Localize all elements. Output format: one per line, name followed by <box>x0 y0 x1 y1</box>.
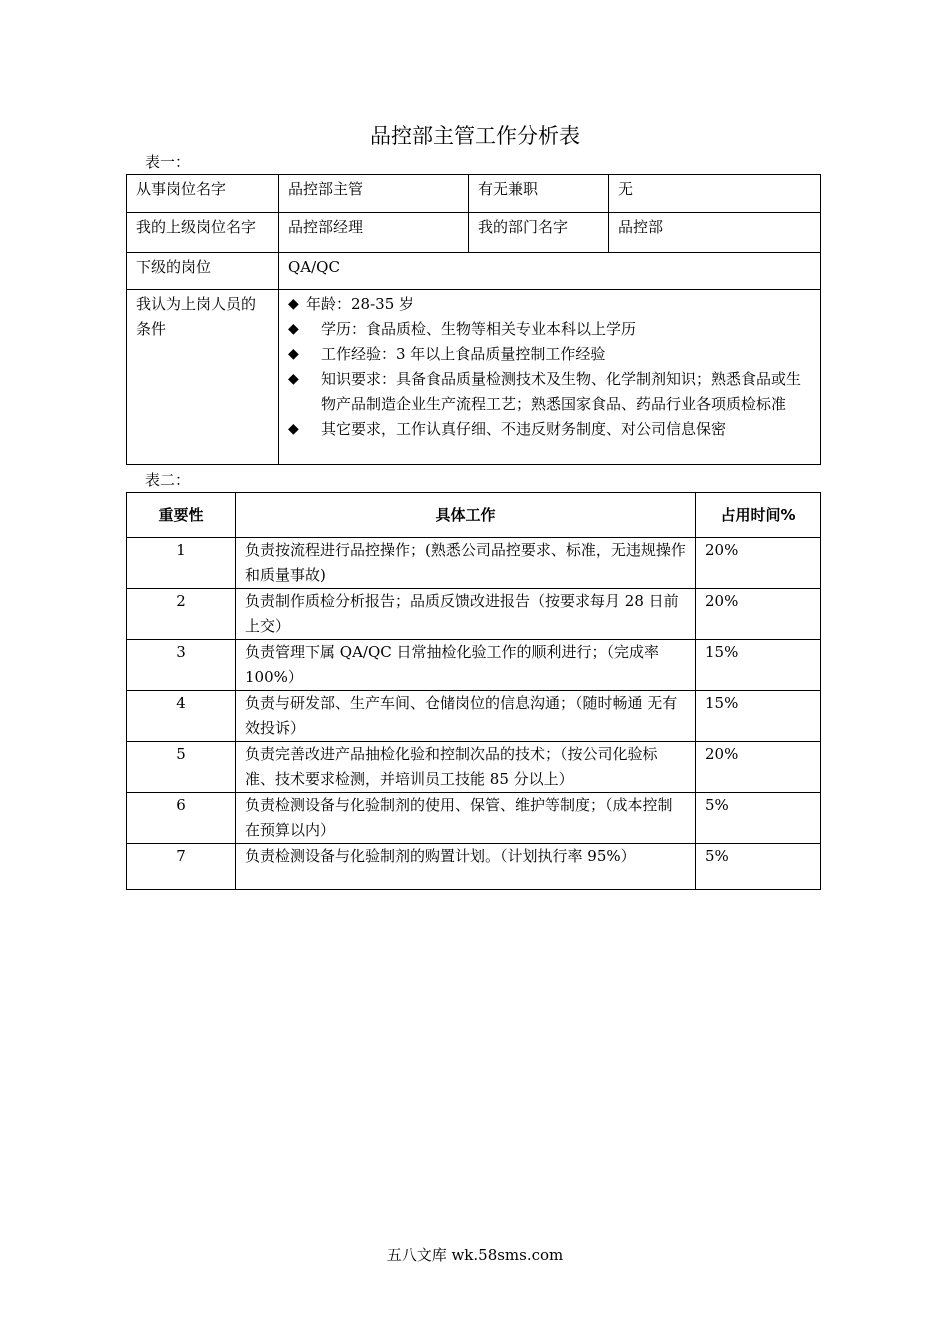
table-header-row <box>127 493 821 538</box>
task-table <box>126 492 821 890</box>
column-header: 占用时间% <box>696 493 821 538</box>
task-cell: 负责制作质检分析报告；品质反馈改进报告（按要求每月 28 日前上交） <box>236 589 696 640</box>
table-row <box>127 640 821 691</box>
requirement-item: ◆ 年龄：28-35 岁 <box>288 292 812 317</box>
time-cell: 15% <box>696 640 821 691</box>
table-row <box>127 691 821 742</box>
task-cell: 负责检测设备与化验制剂的使用、保管、维护等制度；（成本控制在预算以内） <box>236 793 696 844</box>
requirement-item: ◆ 其它要求，工作认真仔细、不违反财务制度、对公司信息保密 <box>288 417 812 442</box>
field-label: 我认为上岗人员的条件 <box>127 290 279 465</box>
table-row <box>127 742 821 793</box>
time-cell: 20% <box>696 589 821 640</box>
rank-cell: 1 <box>127 538 236 589</box>
time-cell: 20% <box>696 742 821 793</box>
field-value: QA/QC <box>279 253 821 290</box>
task-cell: 负责检测设备与化验制剂的购置计划。（计划执行率 95%） <box>236 844 696 890</box>
table-row <box>127 538 821 589</box>
requirement-item: ◆ 工作经验：3 年以上食品质量控制工作经验 <box>288 342 812 367</box>
table-row <box>127 253 821 290</box>
field-value: 品控部 <box>609 213 821 253</box>
table-row <box>127 793 821 844</box>
rank-cell: 2 <box>127 589 236 640</box>
field-value: 无 <box>609 175 821 213</box>
field-label: 从事岗位名字 <box>127 175 279 213</box>
table-row <box>127 844 821 890</box>
table-row <box>127 290 821 465</box>
task-cell: 负责管理下属 QA/QC 日常抽检化验工作的顺利进行；（完成率 100%） <box>236 640 696 691</box>
time-cell: 5% <box>696 844 821 890</box>
rank-cell: 5 <box>127 742 236 793</box>
table2-label: 表二： <box>145 471 191 489</box>
field-label: 我的上级岗位名字 <box>127 213 279 253</box>
requirements-list <box>288 292 812 442</box>
time-cell: 20% <box>696 538 821 589</box>
requirement-item: ◆ 知识要求：具备食品质量检测技术及生物、化学制剂知识；熟悉食品或生物产品制造企业生产流程工艺；熟悉国家食品、药品行业各项质检标准 <box>288 367 812 417</box>
rank-cell: 4 <box>127 691 236 742</box>
field-value: 品控部主管 <box>279 175 469 213</box>
column-header: 重要性 <box>127 493 236 538</box>
requirement-item: ◆ 学历：食品质检、生物等相关专业本科以上学历 <box>288 317 812 342</box>
task-cell: 负责完善改进产品抽检化验和控制次品的技术；（按公司化验标准、技术要求检测，并培训员工技能 85 分以上） <box>236 742 696 793</box>
task-cell: 负责按流程进行品控操作；(熟悉公司品控要求、标准，无违规操作和质量事故) <box>236 538 696 589</box>
table-row <box>127 213 821 253</box>
table-row <box>127 175 821 213</box>
time-cell: 15% <box>696 691 821 742</box>
table-row <box>127 589 821 640</box>
rank-cell: 6 <box>127 793 236 844</box>
rank-cell: 3 <box>127 640 236 691</box>
field-value: 品控部经理 <box>279 213 469 253</box>
position-info-table <box>126 174 821 465</box>
task-cell: 负责与研发部、生产车间、仓储岗位的信息沟通；（随时畅通 无有效投诉） <box>236 691 696 742</box>
footer-watermark: 五八文库 wk.58sms.com <box>386 1246 564 1264</box>
table1-label: 表一： <box>145 153 191 171</box>
column-header: 具体工作 <box>236 493 696 538</box>
field-label: 有无兼职 <box>469 175 609 213</box>
field-label: 下级的岗位 <box>127 253 279 290</box>
requirements-cell <box>279 290 821 465</box>
time-cell: 5% <box>696 793 821 844</box>
rank-cell: 7 <box>127 844 236 890</box>
field-label: 我的部门名字 <box>469 213 609 253</box>
page-title: 品控部主管工作分析表 <box>370 124 580 148</box>
